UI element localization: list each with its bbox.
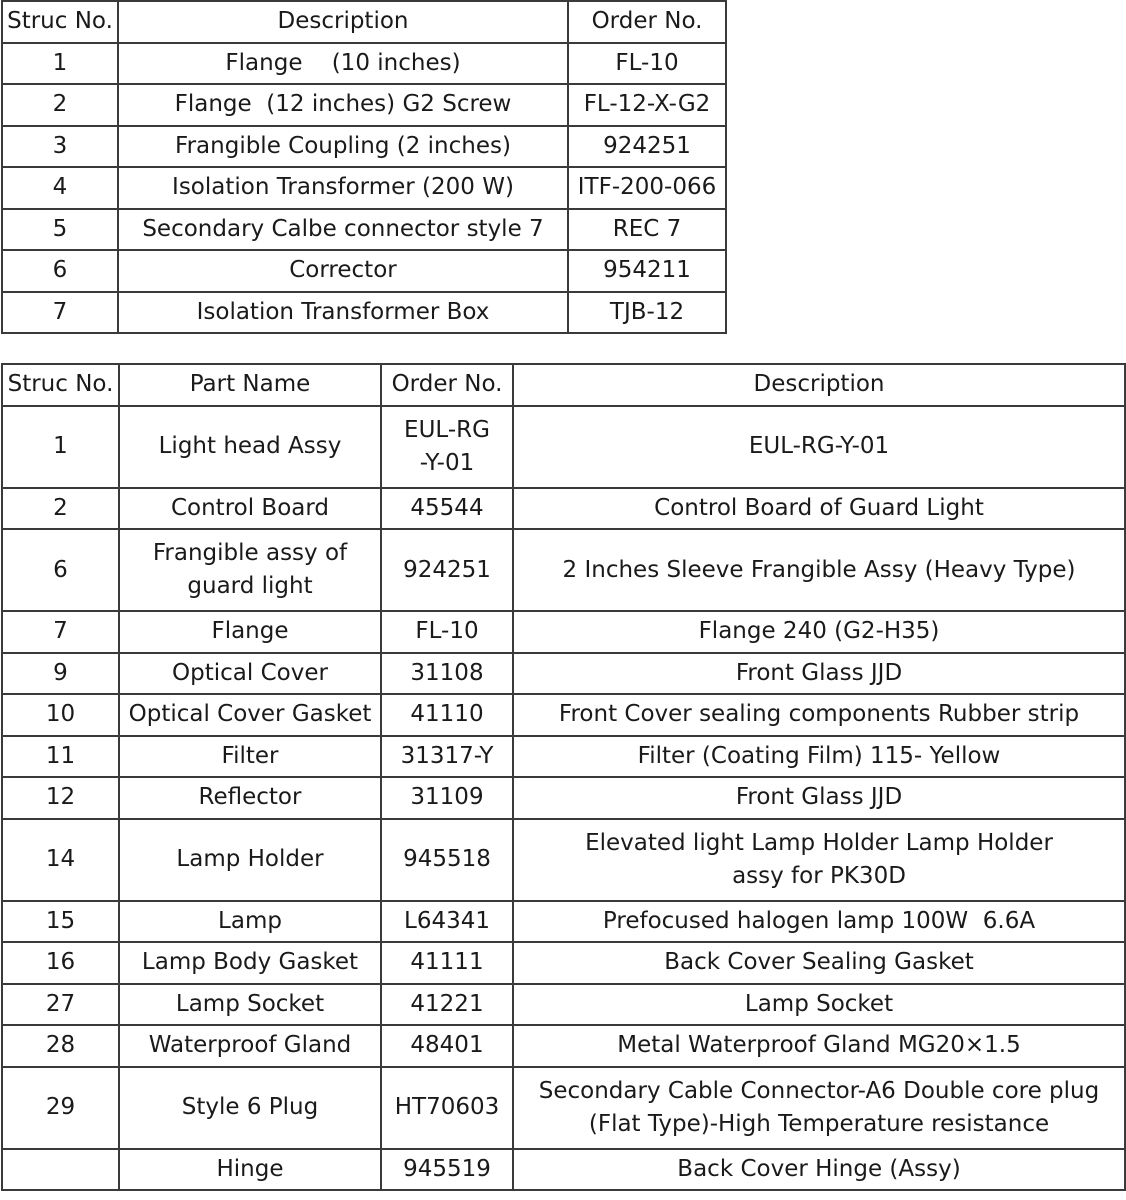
table-cell: 9 xyxy=(2,653,119,695)
table-cell: Frangible Coupling (2 inches) xyxy=(118,126,568,168)
table-header-row xyxy=(2,364,1125,406)
table-cell: 27 xyxy=(2,984,119,1026)
table-row xyxy=(2,292,726,334)
table-cell: Hinge xyxy=(119,1149,381,1191)
table-cell: Lamp Body Gasket xyxy=(119,942,381,984)
table-cell: 1 xyxy=(2,43,118,85)
table-cell: Front Cover sealing components Rubber strip xyxy=(513,694,1125,736)
table-cell: Lamp xyxy=(119,901,381,943)
table-row xyxy=(2,250,726,292)
table-cell: Lamp Holder xyxy=(119,819,381,901)
table-cell: FL-10 xyxy=(568,43,726,85)
table-row xyxy=(2,942,1125,984)
table-cell: 2 xyxy=(2,84,118,126)
table-cell: Style 6 Plug xyxy=(119,1067,381,1149)
table-cell: 41110 xyxy=(381,694,513,736)
table-row xyxy=(2,819,1125,901)
table-cell: 14 xyxy=(2,819,119,901)
column-header: Description xyxy=(118,1,568,43)
table-cell: Lamp Socket xyxy=(119,984,381,1026)
table-cell: 924251 xyxy=(568,126,726,168)
table-row xyxy=(2,209,726,251)
table-cell: 28 xyxy=(2,1025,119,1067)
table-cell: 945519 xyxy=(381,1149,513,1191)
table-cell: Isolation Transformer (200 W) xyxy=(118,167,568,209)
table-cell: Elevated light Lamp Holder Lamp Holder assy for PK30D xyxy=(513,819,1125,901)
table-cell: Flange (10 inches) xyxy=(118,43,568,85)
table-cell: Light head Assy xyxy=(119,406,381,488)
table-row xyxy=(2,529,1125,611)
table-row xyxy=(2,611,1125,653)
table-cell: EUL-RG -Y-01 xyxy=(381,406,513,488)
table-cell: Prefocused halogen lamp 100W 6.6A xyxy=(513,901,1125,943)
table-cell: TJB-12 xyxy=(568,292,726,334)
table-cell: Front Glass JJD xyxy=(513,777,1125,819)
table-cell: 10 xyxy=(2,694,119,736)
table-row xyxy=(2,653,1125,695)
structure-order-table xyxy=(1,0,727,334)
table-header-row xyxy=(2,1,726,43)
column-header: Order No. xyxy=(381,364,513,406)
table-cell: 2 xyxy=(2,488,119,530)
table-cell: 15 xyxy=(2,901,119,943)
table-cell: 4 xyxy=(2,167,118,209)
table-cell: FL-10 xyxy=(381,611,513,653)
table-cell: 2 Inches Sleeve Frangible Assy (Heavy Type) xyxy=(513,529,1125,611)
table-cell: 12 xyxy=(2,777,119,819)
table-row xyxy=(2,167,726,209)
column-header: Struc No. xyxy=(2,364,119,406)
table-row xyxy=(2,84,726,126)
table-cell: EUL-RG-Y-01 xyxy=(513,406,1125,488)
column-header: Order No. xyxy=(568,1,726,43)
table-cell: 48401 xyxy=(381,1025,513,1067)
table-row xyxy=(2,1067,1125,1149)
column-header: Struc No. xyxy=(2,1,118,43)
table-cell: Back Cover Sealing Gasket xyxy=(513,942,1125,984)
table-cell: Control Board of Guard Light xyxy=(513,488,1125,530)
table-row xyxy=(2,777,1125,819)
table-row xyxy=(2,901,1125,943)
table-row xyxy=(2,736,1125,778)
table-cell: 3 xyxy=(2,126,118,168)
table-cell: Frangible assy of guard light xyxy=(119,529,381,611)
table-cell: Optical Cover Gasket xyxy=(119,694,381,736)
table-cell: 31317-Y xyxy=(381,736,513,778)
table-row xyxy=(2,126,726,168)
table-row xyxy=(2,406,1125,488)
table-cell: Flange 240 (G2-H35) xyxy=(513,611,1125,653)
table-cell: 7 xyxy=(2,292,118,334)
parts-list-table xyxy=(1,363,1126,1191)
table-cell: L64341 xyxy=(381,901,513,943)
table-row xyxy=(2,488,1125,530)
table-cell: 6 xyxy=(2,250,118,292)
table-cell: Filter xyxy=(119,736,381,778)
table-row xyxy=(2,1149,1125,1191)
table-row xyxy=(2,694,1125,736)
table-cell: 29 xyxy=(2,1067,119,1149)
table-cell: Control Board xyxy=(119,488,381,530)
table-cell: Metal Waterproof Gland MG20×1.5 xyxy=(513,1025,1125,1067)
table-cell: 945518 xyxy=(381,819,513,901)
table-cell xyxy=(2,1149,119,1191)
table-cell: 11 xyxy=(2,736,119,778)
table-cell: ITF-200-066 xyxy=(568,167,726,209)
table-cell: Flange (12 inches) G2 Screw xyxy=(118,84,568,126)
table-cell: Optical Cover xyxy=(119,653,381,695)
table-cell: 5 xyxy=(2,209,118,251)
table-cell: 41111 xyxy=(381,942,513,984)
table-cell: Lamp Socket xyxy=(513,984,1125,1026)
table-cell: Flange xyxy=(119,611,381,653)
table-cell: REC 7 xyxy=(568,209,726,251)
table-cell: HT70603 xyxy=(381,1067,513,1149)
table-cell: Secondary Calbe connector style 7 xyxy=(118,209,568,251)
table-cell: Filter (Coating Film) 115- Yellow xyxy=(513,736,1125,778)
table-cell: Back Cover Hinge (Assy) xyxy=(513,1149,1125,1191)
table-cell: 41221 xyxy=(381,984,513,1026)
table-cell: Isolation Transformer Box xyxy=(118,292,568,334)
table-cell: Waterproof Gland xyxy=(119,1025,381,1067)
table-row xyxy=(2,43,726,85)
table-cell: 31109 xyxy=(381,777,513,819)
table-cell: Front Glass JJD xyxy=(513,653,1125,695)
table-cell: Reflector xyxy=(119,777,381,819)
table-cell: 1 xyxy=(2,406,119,488)
table-cell: Secondary Cable Connector-A6 Double core plug (Flat Type)-High Temperature resistance xyxy=(513,1067,1125,1149)
table-row xyxy=(2,1025,1125,1067)
table-cell: FL-12-X-G2 xyxy=(568,84,726,126)
table-row xyxy=(2,984,1125,1026)
table-cell: 6 xyxy=(2,529,119,611)
column-header: Part Name xyxy=(119,364,381,406)
table-cell: 45544 xyxy=(381,488,513,530)
table-cell: 16 xyxy=(2,942,119,984)
table-cell: 31108 xyxy=(381,653,513,695)
table-cell: 7 xyxy=(2,611,119,653)
table-cell: 954211 xyxy=(568,250,726,292)
column-header: Description xyxy=(513,364,1125,406)
table-cell: 924251 xyxy=(381,529,513,611)
table-cell: Corrector xyxy=(118,250,568,292)
